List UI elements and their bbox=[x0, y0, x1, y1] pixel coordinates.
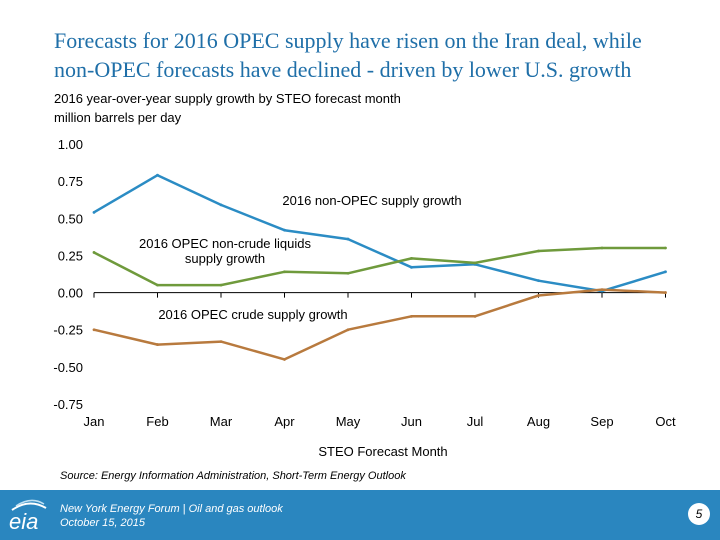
x-tick-label: Sep bbox=[590, 414, 614, 429]
y-tick-label: 0.75 bbox=[57, 174, 83, 190]
logo-text: eia bbox=[9, 509, 39, 534]
x-tick-label: Apr bbox=[274, 414, 295, 429]
data-point bbox=[93, 251, 96, 254]
series-label-line: supply growth bbox=[184, 251, 266, 266]
footer-bar bbox=[0, 490, 720, 540]
data-point bbox=[93, 211, 96, 214]
data-point bbox=[220, 284, 223, 287]
data-point bbox=[283, 358, 286, 361]
title-line-1: Forecasts for 2016 OPEC supply have risen on the Iran deal, while bbox=[54, 28, 642, 53]
subtitle-line-2: million barrels per day bbox=[54, 110, 182, 125]
footer-date: October 15, 2015 bbox=[60, 517, 146, 529]
data-point bbox=[220, 204, 223, 207]
x-axis-label: STEO Forecast Month bbox=[318, 444, 448, 459]
footer-text bbox=[60, 502, 283, 530]
data-point bbox=[664, 247, 667, 250]
x-tick-label: Oct bbox=[655, 414, 676, 429]
page-number: 5 bbox=[688, 503, 710, 525]
x-tick-label: May bbox=[335, 414, 361, 429]
data-point bbox=[537, 250, 540, 253]
data-point bbox=[347, 272, 350, 275]
subtitle-line-1: 2016 year-over-year supply growth by STEO forecast month bbox=[54, 91, 401, 106]
series-label-1 bbox=[282, 193, 461, 208]
data-point bbox=[156, 284, 159, 287]
x-tick-label: Jun bbox=[401, 414, 422, 429]
series-line-3 bbox=[94, 290, 666, 360]
data-point bbox=[664, 270, 667, 273]
series-label-line: 2016 OPEC non-crude liquids bbox=[139, 236, 311, 251]
data-point bbox=[474, 315, 477, 318]
data-point bbox=[93, 328, 96, 331]
x-tick-label: Feb bbox=[146, 414, 169, 429]
data-point bbox=[601, 247, 604, 250]
data-point bbox=[410, 257, 413, 260]
data-point bbox=[410, 266, 413, 269]
x-tick-label: Jul bbox=[466, 414, 484, 429]
x-tick-label: Mar bbox=[209, 414, 233, 429]
x-tick-label: Jan bbox=[83, 414, 105, 429]
y-tick-label: 0.50 bbox=[57, 211, 83, 227]
source-note: Source: Energy Information Administration, Short-Term Energy Outlook bbox=[60, 470, 406, 482]
data-point bbox=[664, 291, 667, 294]
data-point bbox=[156, 343, 159, 346]
y-tick-label: -0.50 bbox=[53, 359, 83, 375]
y-tick-label: 1.00 bbox=[57, 137, 83, 152]
y-tick-label: 0.25 bbox=[57, 248, 83, 264]
data-point bbox=[283, 270, 286, 273]
series-label-3 bbox=[158, 307, 347, 322]
eia-logo bbox=[6, 496, 52, 536]
title-line-2: non-OPEC forecasts have declined - driven by lower U.S. growth bbox=[54, 57, 632, 82]
y-tick-label: -0.75 bbox=[53, 397, 83, 412]
data-point bbox=[537, 294, 540, 297]
series-label-line: 2016 non-OPEC supply growth bbox=[282, 193, 462, 208]
data-point bbox=[601, 288, 604, 291]
series-label-line: 2016 OPEC crude supply growth bbox=[158, 307, 348, 322]
data-point bbox=[474, 261, 477, 264]
data-point bbox=[537, 279, 540, 282]
x-tick-label: Aug bbox=[526, 414, 551, 429]
footer-event: New York Energy Forum | Oil and gas outlook bbox=[60, 503, 283, 515]
data-point bbox=[283, 229, 286, 232]
y-tick-label: 0.00 bbox=[57, 285, 83, 301]
data-point bbox=[220, 340, 223, 343]
data-point bbox=[410, 315, 413, 318]
data-point bbox=[347, 328, 350, 331]
y-tick-label: -0.25 bbox=[53, 322, 83, 338]
data-point bbox=[347, 238, 350, 241]
series-label-2 bbox=[139, 236, 311, 266]
data-point bbox=[156, 174, 159, 177]
